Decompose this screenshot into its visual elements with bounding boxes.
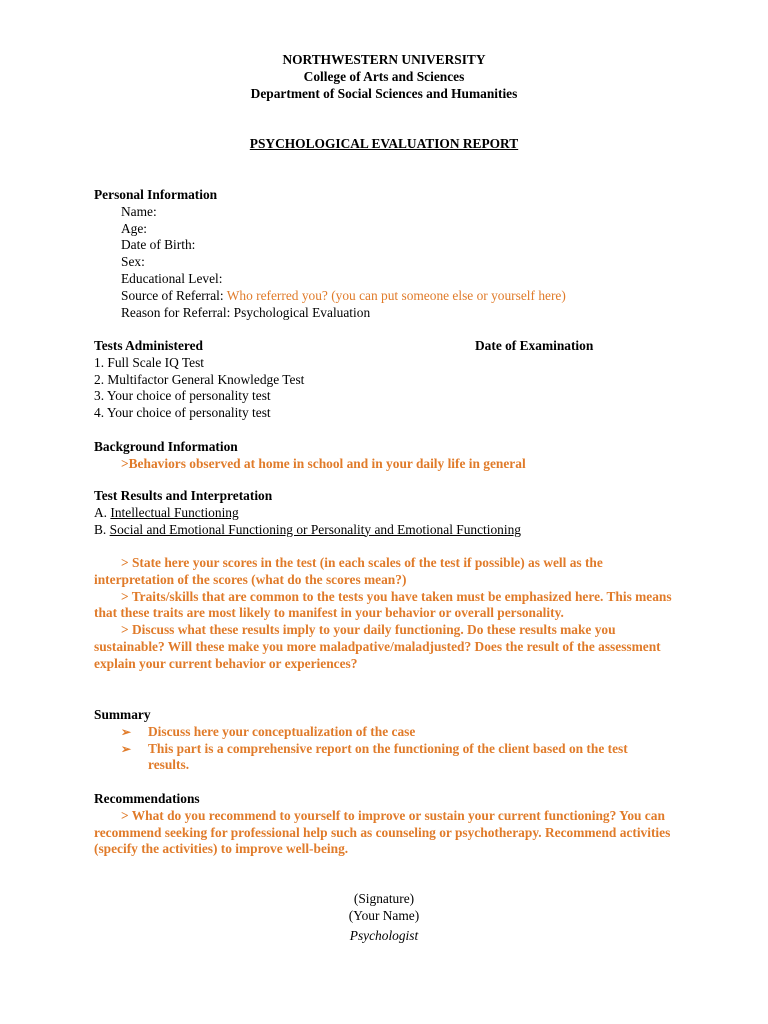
summary-heading: Summary [94,707,151,722]
university-name: NORTHWESTERN UNIVERSITY [282,52,486,67]
background-hint: >Behaviors observed at home in school and in your daily life in general [121,455,526,471]
results-hint-traits: > Traits/skills that are common to the tests you have taken must be emphasized here. This means that these traits are most likely to manifest in your behavior or overall personality. [94,588,672,621]
recommendations-section [94,791,674,858]
department-name: Department of Social Sciences and Humanities [250,86,518,101]
field-sex: Sex: [121,254,145,270]
college-name: College of Arts and Sciences [303,69,465,84]
recommendations-hint: > What do you recommend to yourself to improve or sustain your current functioning? You can recommend seeking for professional help such as counseling or psychotherapy. Recommend activities (specify the activities) to improve well-being. [94,807,671,857]
personal-info-section [94,187,684,321]
results-section [94,488,684,538]
background-section [94,439,684,473]
field-name: Name: [121,203,157,219]
result-a-label: Intellectual Functioning [110,504,239,520]
test-item: 1. Full Scale IQ Test [94,354,205,370]
tests-heading: Tests Administered [94,338,204,353]
field-dob: Date of Birth: [121,237,196,253]
test-item: 2. Multifactor General Knowledge Test [94,371,305,387]
date-of-examination-heading: Date of Examination [475,338,594,353]
signature-line: (Signature) [353,891,415,906]
field-referral-reason: Reason for Referral: Psychological Evaluation [121,304,371,320]
arrow-bullet-icon: ➢ [121,724,132,739]
results-heading: Test Results and Interpretation [94,488,273,503]
result-b-label: Social and Emotional Functioning or Personality and Emotional Functioning [109,521,521,537]
summary-item-text: Discuss here your conceptualization of the case [148,723,416,739]
summary-item [94,741,668,775]
result-b-prefix: B. [94,521,107,537]
tests-section [94,338,684,422]
your-name-line: (Your Name) [348,908,420,923]
report-title-text: PSYCHOLOGICAL EVALUATION REPORT [249,136,519,151]
results-hints [94,555,679,673]
result-a [94,505,684,522]
referral-source-hint: Who referred you? (you can put someone else or yourself here) [226,287,566,303]
personal-info-heading: Personal Information [94,187,218,202]
field-education: Educational Level: [121,270,223,286]
field-age: Age: [121,220,148,236]
result-b [94,522,684,539]
field-referral-source [94,288,684,305]
referral-source-label: Source of Referral: [121,287,224,303]
summary-item [94,724,684,741]
background-heading: Background Information [94,439,238,454]
results-hint-scores: > State here your scores in the test (in each scales of the test if possible) as well as the interpretation of the scores (what do the scores mean?) [94,555,603,587]
report-title [0,136,768,153]
results-hint-implications: > Discuss what these results imply to your daily functioning. Do these results make you sustainable? Will these make you more maladpative/maladjusted? Does the result of the assessment explain your current behavior or experiences? [94,622,661,671]
test-item: 4. Your choice of personality test [94,405,271,421]
arrow-bullet-icon: ➢ [121,741,132,756]
psychologist-title: Psychologist [349,928,419,943]
summary-item-text: This part is a comprehensive report on the functioning of the client based on the test results. [148,740,628,773]
test-item: 3. Your choice of personality test [94,388,271,404]
summary-section [94,707,684,774]
result-a-prefix: A. [94,504,108,520]
recommendations-heading: Recommendations [94,791,200,806]
